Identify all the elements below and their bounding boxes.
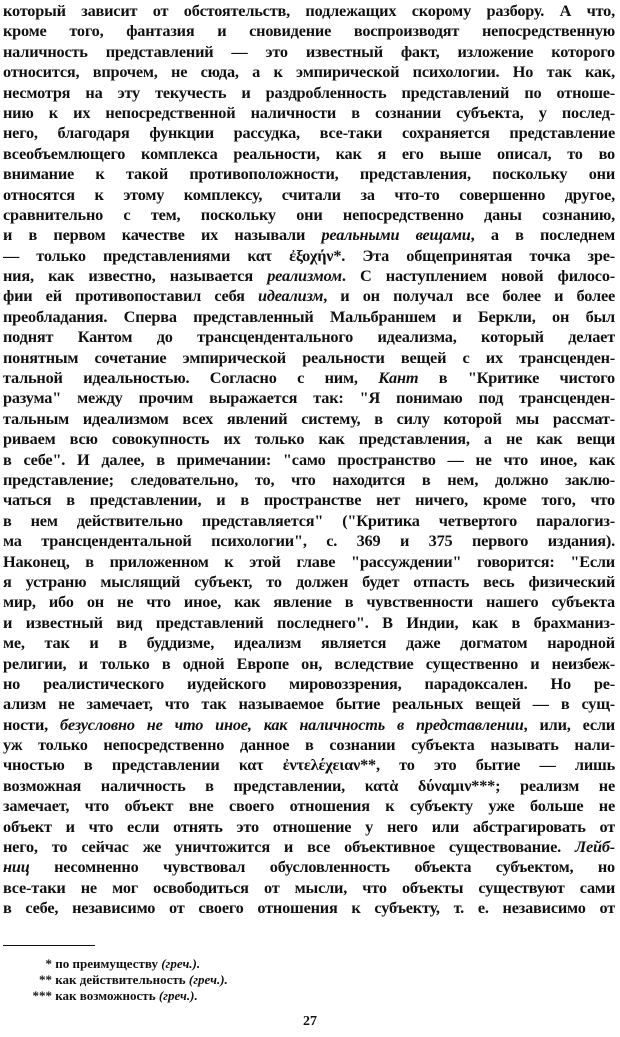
text-line: нию к их непосредственной наличности в сознании субъекта, у послед-	[3, 102, 615, 122]
footnote	[30, 988, 228, 1004]
text-line: фии ей противопоставил себя идеализм, и он получал все более и более	[3, 286, 615, 306]
text-line: разума" между прочим выражается так: "Я понимаю под трансценден-	[3, 388, 615, 408]
text-line: в нем действительно представляется" ("Критика четвертого паралогиз-	[3, 510, 615, 530]
footnote-text: как действительность	[55, 972, 189, 987]
text-line: в себе, независимо от своего отношения к субъекту, т. е. независимо от	[3, 898, 615, 918]
text-line: чностью в представлении κατ ἐντελέχειαν**, то это бытие — лишь	[3, 755, 615, 775]
footnote-mark: **	[39, 972, 52, 987]
footnote-mark: *	[45, 956, 52, 971]
text-line: ализм не замечает, что так называемое бытие реальных вещей — в сущ-	[3, 694, 615, 714]
footnote-text: как возможность	[55, 988, 159, 1003]
text-line: внимание к такой противоположности, представления, поскольку они	[3, 164, 615, 184]
text-line: тальной идеальностью. Согласно с ним, Кант в "Критике чистого	[3, 368, 615, 388]
text-line: все-таки не мог освободиться от мысли, что объекты существуют сами	[3, 877, 615, 897]
body-text	[3, 1, 615, 919]
text-line: ности, безусловно не что иное, как наличность в представлении, или, если	[3, 714, 615, 734]
text-line: ниц несомненно чувствовал обусловленность объекта субъектом, но	[3, 857, 615, 877]
footnote-language-note: (греч.).	[161, 956, 201, 971]
text-line: представление; следовательно, то, что находится в нем, должно заклю-	[3, 469, 615, 489]
text-line: несмотря на эту текучесть и раздробленность представлений по отноше-	[3, 82, 615, 102]
text-line: уж только непосредственно данное в сознании субъекта называть нали-	[3, 735, 615, 755]
text-line: относится, впрочем, не сюда, а к эмпирической психологии. Но так как,	[3, 62, 615, 82]
text-line: всеобъемлющего комплекса реальности, как я его выше описал, то во	[3, 143, 615, 163]
footnote	[30, 956, 228, 972]
text-line: и известный вид представлений последнего". В Индии, как в брахманиз-	[3, 612, 615, 632]
text-line: — только представлениями κατ ἐξοχήν*. Эта общепринятая точка зре-	[3, 245, 615, 265]
text-line: понятным сочетание эмпирической реальности вещей с их трансценден-	[3, 347, 615, 367]
text-line: религии, и только в одной Европе он, вследствие существенно и неизбеж-	[3, 653, 615, 673]
footnote-divider	[3, 945, 95, 946]
text-line: но реалистического иудейского мировоззрения, парадоксален. Но ре-	[3, 673, 615, 693]
text-line: риваем всю совокупность их только как представления, а не как вещи	[3, 429, 615, 449]
footnotes	[30, 956, 228, 1004]
text-line: поднят Кантом до трансцендентального идеализма, который делает	[3, 327, 615, 347]
text-line: него, то сейчас же уничтожится и все объективное существование. Лейб-	[3, 837, 615, 857]
text-line: преобладания. Сперва представленный Мальбраншем и Беркли, он был	[3, 306, 615, 326]
text-line: относятся к этому комплексу, считали за что-то совершенно другое,	[3, 184, 615, 204]
text-line: кроме того, фантазия и сновидение воспроизводят непосредственную	[3, 21, 615, 41]
text-line: я устраню мыслящий субъект, то должен будет отпасть весь физический	[3, 571, 615, 591]
page-number: 27	[303, 1014, 317, 1029]
footnote-text: по преимуществу	[55, 956, 162, 971]
footnote-language-note: (греч.).	[188, 972, 228, 987]
text-line: тальным идеализмом всех явлений систему, в силу которой мы рассмат-	[3, 408, 615, 428]
text-line: возможная наличность в представлении, κατὰ δύναμιν***; реализм не	[3, 775, 615, 795]
text-line: который зависит от обстоятельств, подлежащих скорому разбору. А что,	[3, 1, 615, 20]
text-line: замечает, что объект вне своего отношения к субъекту уже больше не	[3, 796, 615, 816]
footnote-mark: ***	[32, 988, 52, 1003]
text-line: в себе". И далее, в примечании: "само пространство — не что иное, как	[3, 449, 615, 469]
text-line: ма трансцендентальной психологии", с. 369 и 375 первого издания).	[3, 531, 615, 551]
text-line: ме, так и в буддизме, идеализм является даже догматом народной	[3, 633, 615, 653]
text-line: и в первом качестве их называли реальными вещами, а в последнем	[3, 225, 615, 245]
text-line: наличность представлений — это известный факт, изложение которого	[3, 41, 615, 61]
footnote-language-note: (греч.).	[158, 988, 198, 1003]
text-line: ния, как известно, называется реализмом. С наступлением новой филосо-	[3, 266, 615, 286]
text-line: него, благодаря функции рассудка, все-таки сохраняется представление	[3, 123, 615, 143]
footnote	[30, 972, 228, 988]
text-line: Наконец, в приложенном к этой главе "рассуждении" говорится: "Если	[3, 551, 615, 571]
text-line: объект и что если отнять это отношение у него или абстрагировать от	[3, 816, 615, 836]
text-line: чаться в представлении, и в пространстве нет ничего, кроме того, что	[3, 490, 615, 510]
text-line: сравнительно с тем, поскольку они непосредственно даны сознанию,	[3, 204, 615, 224]
text-line: мир, ибо он не что иное, как явление в чувственности нашего субъекта	[3, 592, 615, 612]
